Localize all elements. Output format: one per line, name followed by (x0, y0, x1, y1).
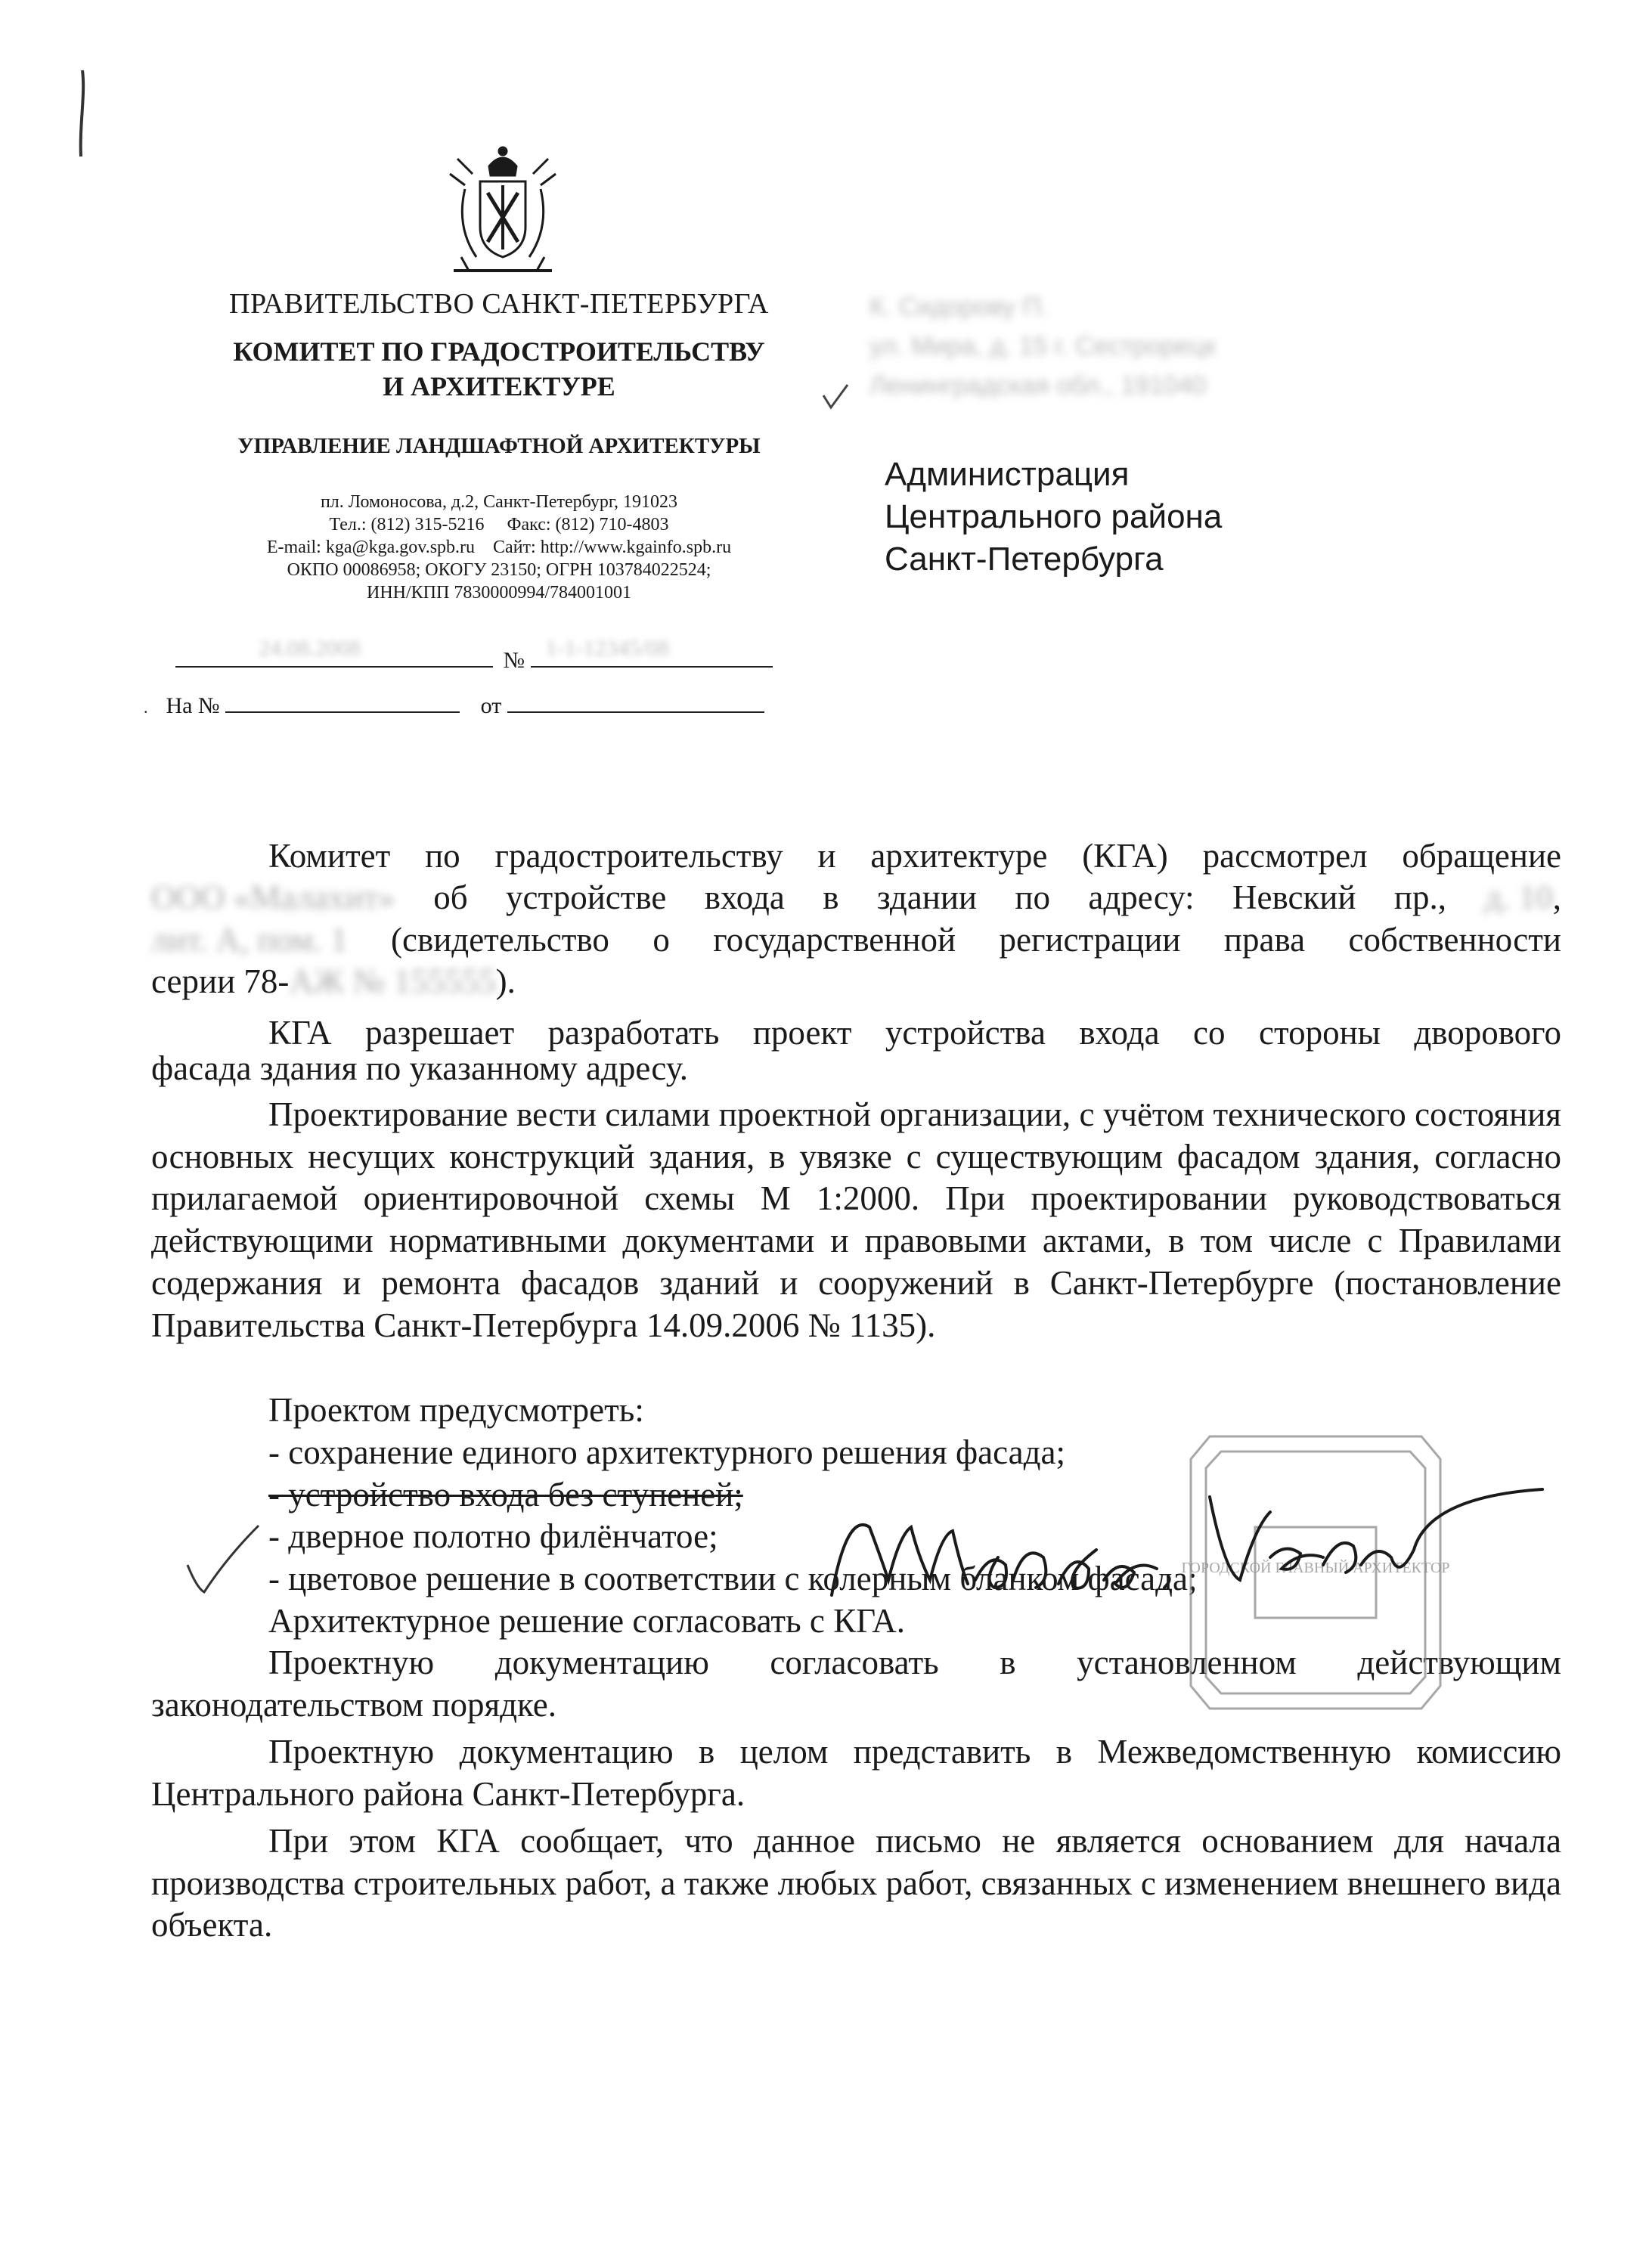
committee-name: КОМИТЕТ ПО ГРАДОСТРОИТЕЛЬСТВУ И АРХИТЕКТУРЕ (233, 336, 765, 401)
paragraph-7: Проектную документацию в целом представить в Межведомственную комиссию Центрального района Санкт-Петербурга. (151, 1733, 1561, 1813)
paragraph-8: При этом КГА сообщает, что данное письмо не является основанием для начала производства строительных работ, а также любых работ, связанных с изменением внешнего вида объекта. (151, 1822, 1561, 1944)
paragraph-2: фасада здания по указанному адресу. (151, 1049, 689, 1087)
phone-fax: Тел.: (812) 315-5216 Факс: (812) 710-4803 (329, 515, 669, 534)
margin-pen-mark (72, 64, 102, 163)
addressee-block (885, 454, 1222, 581)
number-field (531, 636, 773, 668)
ot-label: от (480, 693, 502, 718)
handwritten-check-small (820, 382, 851, 412)
addressee-line: Центрального района (885, 498, 1223, 535)
contact-block (197, 491, 801, 604)
addressee-line: Администрация (885, 456, 1130, 493)
date-field (175, 636, 493, 668)
paragraph-1-cont: ООО «Малахит» об устройстве входа в здании по адресу: Невский пр., д. 10, лит. А, пом. 1 (свидетельство о государственной регистрации права собственности серии 78-АЖ № 155555). (151, 878, 1562, 1001)
ot-field (507, 692, 764, 713)
list-item: - сохранение единого архитектурного решения фасада; (268, 1433, 1065, 1471)
redacted-recipient: К. Сидорову П. ул. Мира, д. 15 г. Сестрорецк Ленинградская обл., 191040 (869, 293, 1217, 400)
handwritten-check-icon (181, 1520, 265, 1603)
list-item: - дверное полотно филёнчатое; (268, 1517, 718, 1556)
outgoing-ref-row (175, 636, 803, 674)
paragraph-3: Проектирование вести силами проектной организации, с учётом технического состояния основных несущих конструкций здания, в увязке с существующим фасадом здания, согласно прилагаемой ориентировочной схемы М 1:2000. При проектировании руководствоваться действующими нормативными документами и правовыми актами, в том числе с Правилами содержания и ремонта фасадов зданий и сооружений в Санкт-Петербурге (постановление Правительства Санкт-Петербурга 14.09.2006 № 1135). (151, 1095, 1561, 1344)
stamp-text: ГОРОДСКОЙ ГЛАВНЫЙ АРХИТЕКТОР (1181, 1560, 1450, 1576)
list-item: - цветовое решение в соответствии с колерным бланком фасада; (268, 1560, 1198, 1598)
letterhead (197, 144, 801, 604)
address: пл. Ломоносова, д.2, Санкт-Петербург, 191023 (320, 492, 678, 512)
email-site: E-mail: kga@kga.gov.spb.ru Сайт: http://www.kgainfo.spb.ru (266, 538, 732, 557)
number-redacted: 1-1-12345/08 (545, 636, 669, 661)
number-label: № (503, 648, 525, 673)
list-item: - устройство входа без ступеней; (268, 1475, 743, 1514)
registration-codes: ОКПО 00086958; ОКОГУ 23150; ОГРН 103784022524; (287, 560, 711, 580)
incoming-ref-row: . На № от (144, 692, 771, 719)
paragraph-2-clipped-line: КГА разрешает разработать проект устройства входа со стороны дворового (268, 1014, 1561, 1052)
addressee-line: Санкт-Петербурга (885, 541, 1164, 578)
paragraph-6: Проектную документацию согласовать в установленном действующим законодательством порядке. (151, 1644, 1561, 1724)
handwritten-signature (817, 1467, 1573, 1610)
na-field (225, 692, 460, 713)
government-name: ПРАВИТЕЛЬСТВО САНКТ-ПЕТЕРБУРГА (229, 288, 769, 320)
date-redacted: 24.08.2008 (259, 636, 361, 661)
paragraph-1: Комитет по градостроительству и архитектуре (КГА) рассмотрел обращение (268, 837, 1561, 875)
paragraph-5: Архитектурное решение согласовать с КГА. (268, 1601, 905, 1640)
paragraph-4: Проектом предусмотреть: (268, 1391, 644, 1429)
department-name: УПРАВЛЕНИЕ ЛАНДШАФТНОЙ АРХИТЕКТУРЫ (237, 434, 761, 458)
tax-codes: ИНН/КПП 7830000994/784001001 (366, 583, 631, 603)
na-label: На № (166, 693, 220, 718)
